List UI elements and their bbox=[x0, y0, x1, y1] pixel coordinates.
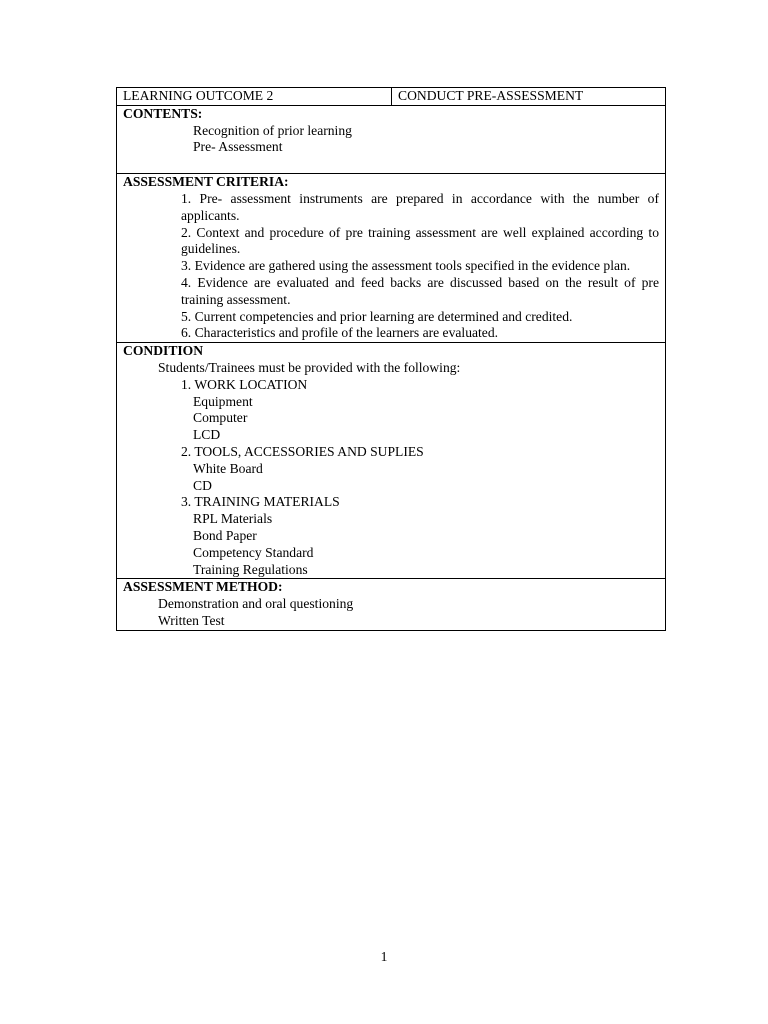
criteria-item: 6. Characteristics and profile of the learners are evaluated. bbox=[181, 325, 499, 341]
condition-item: White Board bbox=[193, 460, 263, 476]
condition-item: Training Regulations bbox=[193, 561, 308, 577]
learning-outcome-cell: LEARNING OUTCOME 2 bbox=[117, 88, 392, 106]
outcome-title-cell: CONDUCT PRE-ASSESSMENT bbox=[392, 88, 666, 106]
contents-item: Pre- Assessment bbox=[193, 139, 283, 155]
condition-item: Bond Paper bbox=[193, 527, 257, 543]
criteria-item: 4. Evidence are evaluated and feed backs are discussed based on the result of pre training assessment. bbox=[181, 274, 659, 307]
condition-item: CD bbox=[193, 477, 212, 493]
contents-cell bbox=[117, 105, 666, 173]
condition-item: RPL Materials bbox=[193, 511, 273, 527]
condition-cell bbox=[117, 343, 666, 579]
condition-item: LCD bbox=[193, 427, 221, 443]
condition-group-label: 1. WORK LOCATION bbox=[181, 376, 308, 392]
criteria-item: 1. Pre- assessment instruments are prepared in accordance with the number of applicants. bbox=[181, 190, 659, 223]
method-cell bbox=[117, 579, 666, 630]
condition-row bbox=[117, 343, 666, 579]
method-title: ASSESSMENT METHOD: bbox=[123, 579, 283, 595]
condition-group-label: 3. TRAINING MATERIALS bbox=[181, 494, 340, 510]
criteria-cell bbox=[117, 174, 666, 343]
criteria-item: 2. Context and procedure of pre training assessment are well explained according to guidelines. bbox=[181, 224, 659, 257]
criteria-item: 5. Current competencies and prior learning are determined and credited. bbox=[181, 308, 573, 324]
criteria-title: ASSESSMENT CRITERIA: bbox=[123, 174, 289, 190]
criteria-row bbox=[117, 174, 666, 343]
condition-item: Computer bbox=[193, 410, 248, 426]
header-row bbox=[117, 88, 666, 106]
contents-row bbox=[117, 105, 666, 173]
page-number: 1 bbox=[380, 949, 388, 964]
condition-item: Competency Standard bbox=[193, 544, 314, 560]
learning-outcome-table bbox=[116, 87, 666, 631]
contents-title: CONTENTS: bbox=[123, 105, 203, 121]
criteria-list bbox=[123, 191, 659, 342]
method-item: Demonstration and oral questioning bbox=[158, 596, 354, 612]
criteria-item: 3. Evidence are gathered using the assessment tools specified in the evidence plan. bbox=[181, 258, 631, 274]
condition-item: Equipment bbox=[193, 393, 253, 409]
method-row bbox=[117, 579, 666, 630]
condition-intro: Students/Trainees must be provided with the following: bbox=[158, 359, 461, 375]
method-item: Written Test bbox=[158, 612, 225, 628]
contents-item: Recognition of prior learning bbox=[193, 122, 352, 138]
condition-group-label: 2. TOOLS, ACCESSORIES AND SUPLIES bbox=[181, 443, 424, 459]
condition-title: CONDITION bbox=[123, 343, 204, 359]
